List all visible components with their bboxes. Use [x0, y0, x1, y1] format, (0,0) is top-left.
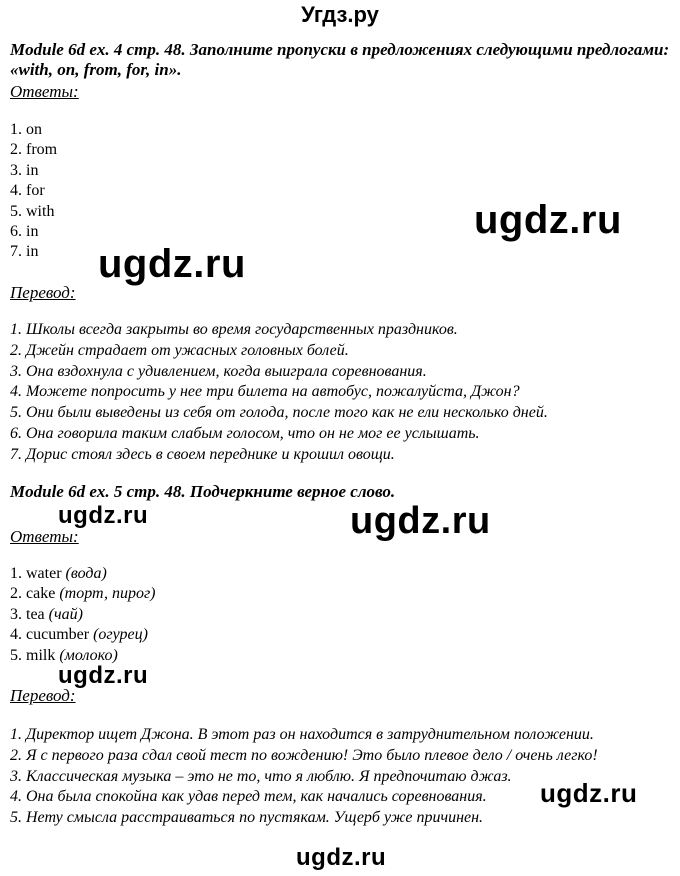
translation-item: 3. Классическая музыка – это не то, что я люблю. Я предпочитаю джаз.	[10, 767, 512, 785]
answer-translation: (вода)	[65, 565, 107, 582]
translation-item: 2. Джейн страдает от ужасных головных болей.	[10, 341, 349, 359]
answer-item: 3. in	[10, 161, 39, 179]
answer-item: 6. in	[10, 223, 39, 241]
answer-item: 4. for	[10, 182, 45, 200]
answer-item	[10, 625, 156, 645]
exercise-5-heading: Module 6d ex. 5 стр. 48. Подчеркните верное слово.	[10, 482, 396, 501]
translation-item: 2. Я с первого раза сдал свой тест по вождению! Это было плевое дело / очень легко!	[10, 746, 598, 764]
translation-item: 4. Можете попросить у нее три билета на автобус, пожалуйста, Джон?	[10, 383, 520, 401]
watermark: ugdz.ru	[58, 502, 149, 529]
answer-word: 4. cucumber	[10, 626, 90, 644]
answer-translation: (торт, пирог)	[59, 585, 156, 603]
answer-word: 3. tea	[10, 605, 45, 623]
answer-translation: (огурец)	[93, 626, 148, 644]
translation-item: 6. Она говорила таким слабым голосом, что он не мог ее услышать.	[10, 424, 480, 442]
exercise-4-heading: Module 6d ex. 4 стр. 48. Заполните пропуски в предложениях следующими предлогами: «with, on, from, for, in».	[10, 40, 670, 79]
answer-item: 5. with	[10, 202, 55, 220]
answer-item	[10, 605, 156, 625]
answer-item	[10, 564, 156, 584]
translation-list	[10, 320, 548, 466]
watermark: ugdz.ru	[474, 198, 622, 242]
translation-item: 5. Нету смысла расстраиваться по пустякам. Ущерб уже причинен.	[10, 809, 484, 827]
translation-item: 1. Школы всегда закрыты во время государственных праздников.	[10, 321, 458, 338]
answer-item: 7. in	[10, 243, 39, 261]
translation-item: 5. Они были выведены из себя от голода, после того как не ели несколько дней.	[10, 404, 548, 422]
answer-word: 1. water	[10, 565, 62, 582]
answer-item: 1. on	[10, 121, 42, 138]
answers-list	[10, 120, 57, 263]
translation-item: 7. Дорис стоял здесь в своем переднике и крошил овощи.	[10, 445, 395, 463]
answers-label: Ответы:	[10, 527, 79, 546]
answer-translation: (молоко)	[59, 646, 118, 664]
watermark: ugdz.ru	[58, 662, 149, 689]
translation-item: 4. Она была спокойна как удав перед тем, как начались соревнования.	[10, 788, 487, 806]
translation-label: Перевод:	[10, 283, 76, 302]
translation-item: 1. Директор ищет Джона. В этот раз он находится в затруднительном положении.	[10, 726, 594, 743]
answers-label: Ответы:	[10, 82, 79, 101]
answer-word: 2. cake	[10, 585, 56, 603]
answer-word: 5. milk	[10, 646, 56, 664]
translation-item: 3. Она вздохнула с удивлением, когда выиграла соревнования.	[10, 362, 427, 380]
watermark: ugdz.ru	[296, 844, 387, 871]
watermark: ugdz.ru	[540, 778, 638, 808]
site-title[interactable]: Угдз.ру	[301, 2, 379, 27]
watermark: ugdz.ru	[350, 500, 491, 542]
answer-item: 2. from	[10, 141, 58, 159]
answer-translation: (чай)	[48, 605, 83, 623]
answers-list	[10, 564, 156, 666]
translation-list	[10, 725, 598, 829]
translation-label: Перевод:	[10, 686, 76, 705]
watermark: ugdz.ru	[98, 242, 246, 286]
answer-item	[10, 584, 156, 604]
